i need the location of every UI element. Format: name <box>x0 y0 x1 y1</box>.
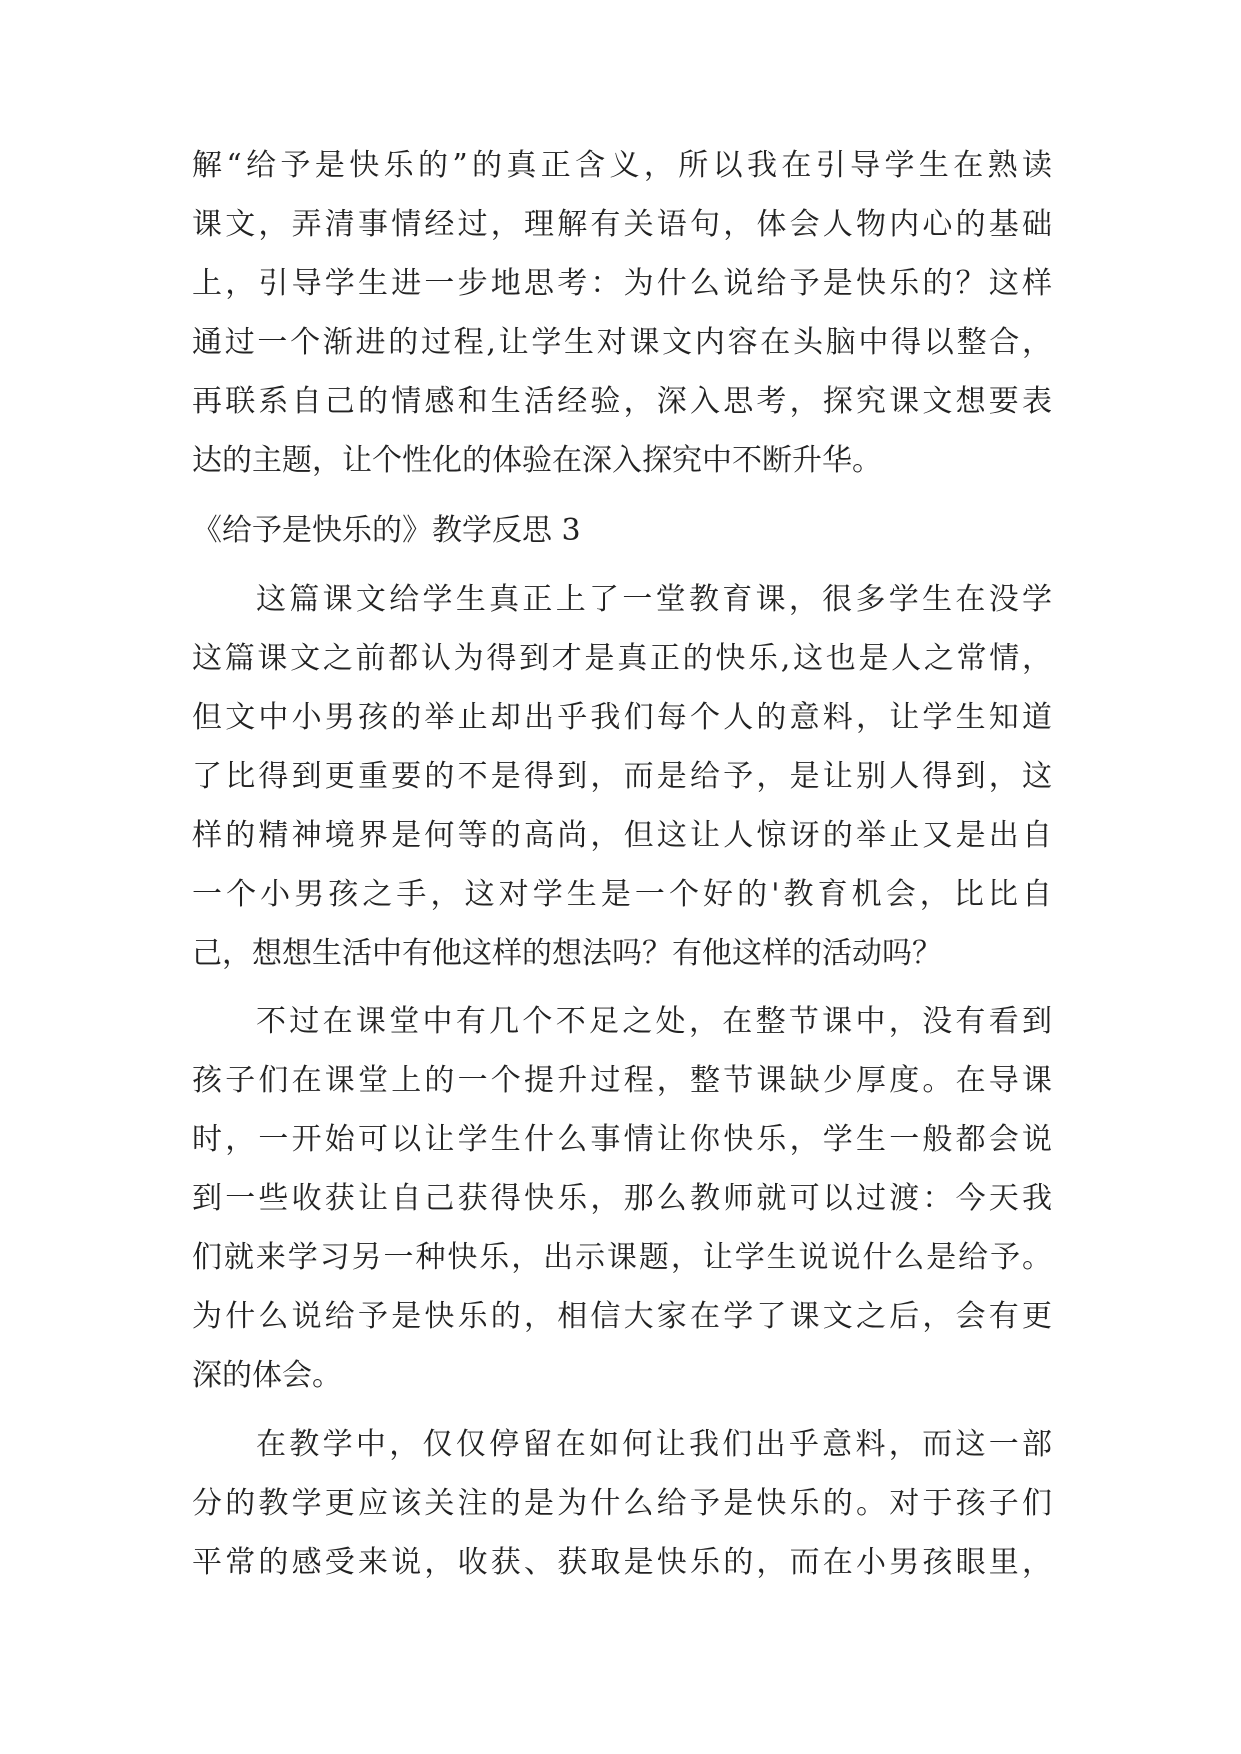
text-line: 达的主题，让个性化的体验在深入探究中不断升华。 <box>192 443 882 478</box>
paragraph-first-line: 这篇课文给学生真正上了一堂教育课，很多学生在没学 <box>256 582 1052 617</box>
text-line: 这篇课文之前都认为得到才是真正的快乐,这也是人之常情， <box>192 641 1052 676</box>
text-line: 时，一开始可以让学生什么事情让你快乐，学生一般都会说 <box>192 1122 1052 1157</box>
text-line: 孩子们在课堂上的一个提升过程，整节课缺少厚度。在导课 <box>192 1063 1052 1098</box>
text-line: 平常的感受来说，收获、获取是快乐的，而在小男孩眼里， <box>192 1545 1052 1580</box>
text-line: 课文，弄清事情经过，理解有关语句，体会人物内心的基础 <box>192 207 1052 242</box>
paragraph-first-line: 在教学中，仅仅停留在如何让我们出乎意料，而这一部 <box>256 1427 1052 1462</box>
text-line: 但文中小男孩的举止却出乎我们每个人的意料，让学生知道 <box>192 700 1052 735</box>
text-line: 上，引导学生进一步地思考：为什么说给予是快乐的？这样 <box>192 266 1052 301</box>
text-line: 通过一个渐进的过程,让学生对课文内容在头脑中得以整合， <box>192 325 1052 360</box>
section-heading: 《给予是快乐的》教学反思 3 <box>192 513 581 548</box>
text-line: 一个小男孩之手，这对学生是一个好的'教育机会，比比自 <box>192 877 1052 912</box>
text-line: 了比得到更重要的不是得到，而是给予，是让别人得到，这 <box>192 759 1052 794</box>
text-line: 为什么说给予是快乐的，相信大家在学了课文之后，会有更 <box>192 1299 1052 1334</box>
text-line: 样的精神境界是何等的高尚，但这让人惊讶的举止又是出自 <box>192 818 1052 853</box>
text-line: 到一些收获让自己获得快乐，那么教师就可以过渡：今天我 <box>192 1181 1052 1216</box>
text-line: 们就来学习另一种快乐，出示课题，让学生说说什么是给予。 <box>192 1240 1052 1275</box>
text-line: 己，想想生活中有他这样的想法吗？有他这样的活动吗？ <box>192 936 942 971</box>
text-line: 分的教学更应该关注的是为什么给予是快乐的。对于孩子们 <box>192 1486 1052 1521</box>
text-line: 解“给予是快乐的”的真正含义，所以我在引导学生在熟读 <box>192 148 1052 183</box>
text-line: 深的体会。 <box>192 1358 342 1393</box>
text-line: 再联系自己的情感和生活经验，深入思考，探究课文想要表 <box>192 384 1052 419</box>
paragraph-first-line: 不过在课堂中有几个不足之处，在整节课中，没有看到 <box>256 1004 1052 1039</box>
